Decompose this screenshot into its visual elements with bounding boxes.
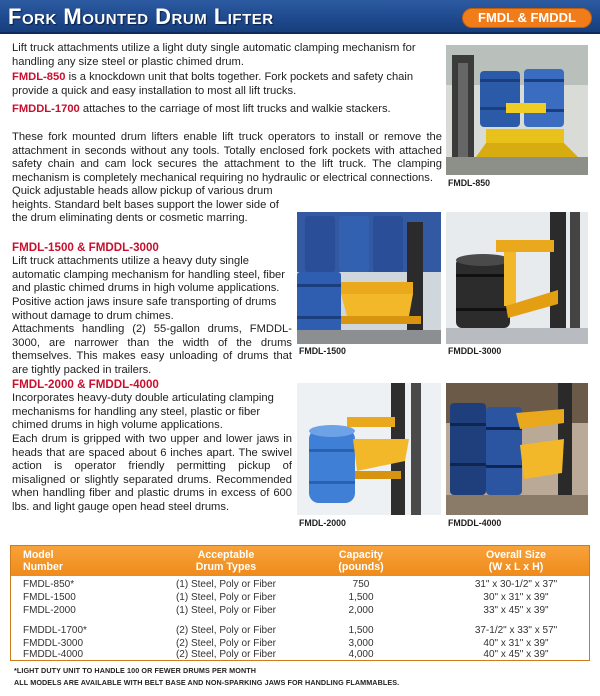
cell-size: 37-1/2" x 33" x 57" (474, 625, 558, 636)
cell-model: FMDDL-4000 (23, 649, 84, 660)
intro-fmdl850 (12, 71, 440, 98)
drum-lifter-icon (297, 212, 441, 344)
page-title: Fork Mounted Drum Lifter (8, 4, 274, 29)
page-header (0, 0, 600, 34)
cell-capacity: 4,000 (348, 649, 374, 660)
cell-size: 33" x 45" x 39" (483, 605, 549, 616)
fmdl850-label: FMDL-850 (12, 71, 66, 83)
section-2000-paragraph-1: Incorporates heavy-duty double articulating clamping mechanisms for handling any steel, plastic or fiber chimed drums in high volume applications. (12, 392, 274, 432)
drum-lifter-icon (297, 383, 441, 515)
cell-types: (2) Steel, Poly or Fiber (175, 649, 277, 660)
cell-capacity: 2,000 (348, 605, 374, 616)
header-capacity (321, 549, 401, 573)
specifications-table (10, 545, 590, 661)
photo-fmddl-3000 (446, 212, 588, 344)
fmdl850-text: is a knockdown unit that bolts together. Fork pockets and safety chain provide a quick and easy installation to most all lift trucks. (12, 71, 414, 97)
header-types-line2: Drum Types (195, 561, 257, 573)
cell-model: FMDDL-3000 (23, 638, 84, 649)
fmddl1700-label: FMDDL-1700 (12, 103, 80, 115)
section-heading-2000: FMDL-2000 & FMDDL-4000 (12, 378, 159, 391)
section-1500-paragraph-3: Attachments handling (2) 55-gallon drums, FMDDL-3000, are narrower than the width of the drums themselves. This makes easy unloading of drums that are tightly packed in trailers. (12, 323, 292, 376)
cell-model: FMDL-850* (23, 579, 75, 590)
footnote-all-models: ALL MODELS ARE AVAILABLE WITH BELT BASE AND NON-SPARKING JAWS FOR HANDLING FLAMMABLES. (14, 678, 400, 687)
caption-fmdl-850: FMDL-850 (448, 178, 491, 188)
drum-lifter-icon (446, 45, 588, 175)
header-capacity-line2: (pounds) (338, 561, 384, 573)
section-2000-paragraph-2: Each drum is gripped with two upper and lower jaws in heads that are spaced about 6 inches apart. The swivel action is operator friendly permitting pickup of misaligned or slightly separated drums. Recommended when handling fiber and plastic drums in excess of 600 lbs. and light gauge open head steel drums. (12, 433, 292, 513)
photo-fmdl-850 (446, 45, 588, 175)
section-heading-1500: FMDL-1500 & FMDDL-3000 (12, 241, 159, 254)
header-size-line1: Overall Size (485, 549, 547, 561)
cell-capacity: 1,500 (348, 625, 374, 636)
cell-types: (1) Steel, Poly or Fiber (175, 605, 277, 616)
cell-model: FMDL-2000 (23, 605, 76, 616)
caption-fmdl-1500: FMDL-1500 (299, 346, 346, 356)
footnote-light-duty: *LIGHT DUTY UNIT TO HANDLE 100 OR FEWER DRUMS PER MONTH (14, 666, 257, 675)
cell-size: 30" x 31" x 39" (483, 592, 549, 603)
header-types-line1: Acceptable (197, 549, 255, 561)
drum-lifter-icon (446, 212, 588, 344)
intro-fmddl1700 (12, 103, 440, 117)
cell-types: (2) Steel, Poly or Fiber (175, 638, 277, 649)
intro-paragraph-2: These fork mounted drum lifters enable lift truck operators to install or remove the attachment in seconds without any tools. Totally enclosed fork pockets with attached safety chain and cam lock secures the attachment to the lift truck. The clamping mechanism is completely mechanical requiring no hydraulic or electrical connections. (12, 131, 442, 184)
cell-size: 40" x 45" x 39" (483, 649, 549, 660)
header-model (23, 549, 93, 573)
header-model-line1: Model (23, 549, 54, 561)
caption-fmddl-4000: FMDDL-4000 (448, 518, 502, 528)
fmddl1700-text: attaches to the carriage of most lift trucks and walkie stackers. (79, 103, 391, 115)
section-1500-paragraph-2: Positive action jaws insure safe transporting of drums without damage to drum chimes. (12, 296, 277, 322)
section-1500-paragraph-1: Lift truck attachments utilize a heavy duty single automatic clamping mechanism for handling steel, fiber and plastic chimed drums in high volume applications. (12, 255, 285, 295)
photo-fmdl-1500 (297, 212, 441, 344)
caption-fmdl-2000: FMDL-2000 (299, 518, 346, 528)
header-size-line2: (W x L x H) (488, 561, 544, 573)
intro-paragraph-1: Lift truck attachments utilize a light duty single automatic clamping mechanism for handling any size steel or plastic chimed drum. (12, 42, 416, 68)
header-overall-size (451, 549, 581, 573)
cell-types: (2) Steel, Poly or Fiber (175, 625, 277, 636)
cell-model: FMDDL-1700* (23, 625, 87, 636)
cell-size: 40" x 31" x 39" (483, 638, 549, 649)
header-capacity-line1: Capacity (338, 549, 384, 561)
drum-lifter-icon (446, 383, 588, 515)
cell-types: (1) Steel, Poly or Fiber (175, 592, 277, 603)
cell-model: FMDL-1500 (23, 592, 76, 603)
intro-paragraph-3: Quick adjustable heads allow pickup of various drum heights. Standard belt bases support the lower side of the drum eliminating dents or cosmetic marring. (12, 185, 279, 225)
header-drum-types (161, 549, 291, 573)
caption-fmddl-3000: FMDDL-3000 (448, 346, 502, 356)
model-badge: FMDL & FMDDL (462, 8, 592, 28)
photo-fmdl-2000 (297, 383, 441, 515)
cell-size: 31" x 30-1/2" x 37" (474, 579, 558, 590)
photo-fmddl-4000 (446, 383, 588, 515)
header-model-line2: Number (23, 561, 64, 573)
table-header-row (11, 546, 589, 576)
cell-types: (1) Steel, Poly or Fiber (175, 579, 277, 590)
cell-capacity: 750 (352, 579, 370, 590)
cell-capacity: 3,000 (348, 638, 374, 649)
cell-capacity: 1,500 (348, 592, 374, 603)
